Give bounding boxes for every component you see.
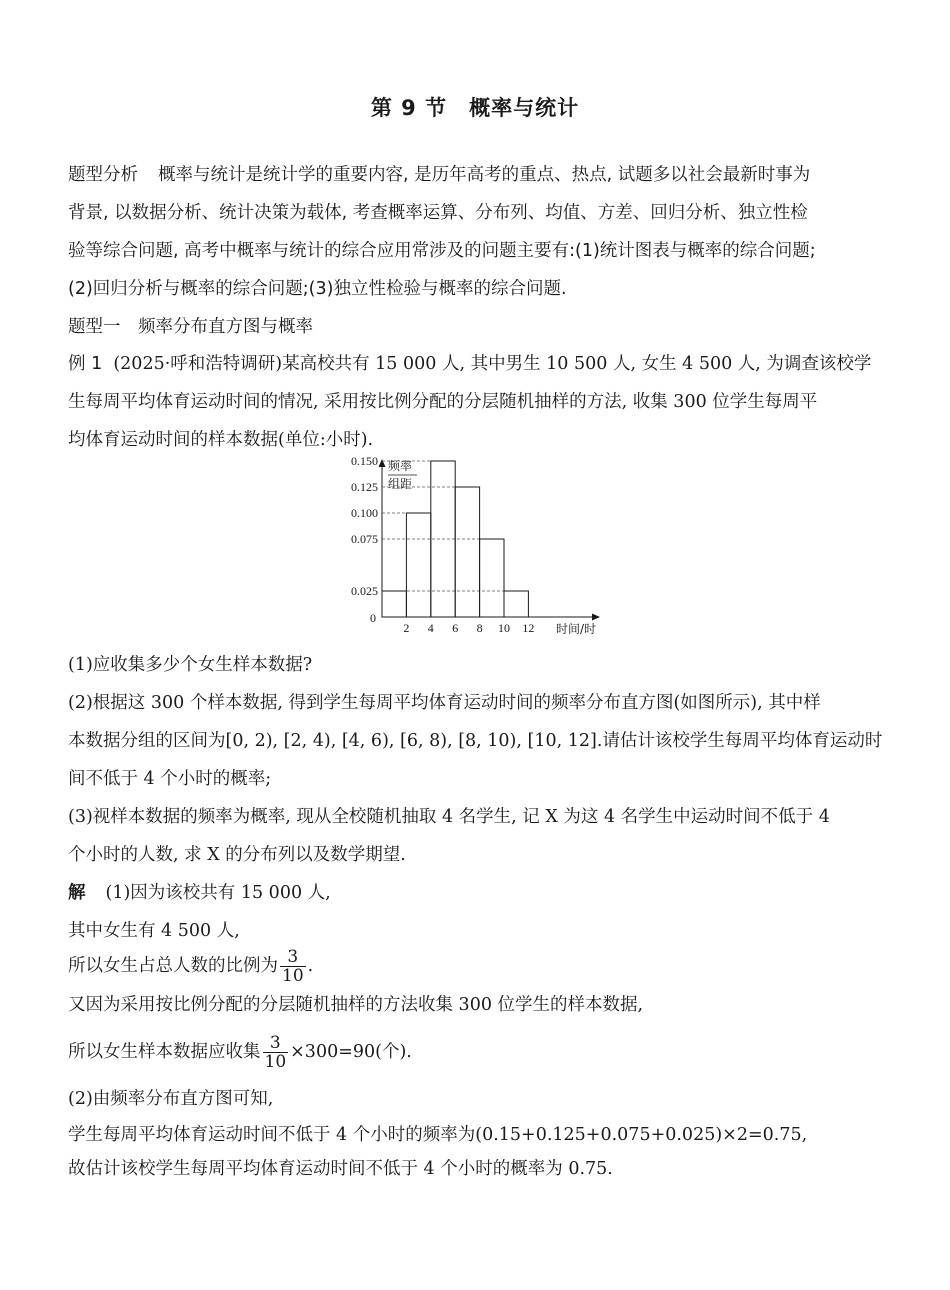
intro-line-2: 背景, 以数据分析、统计决策为载体, 考查概率运算、分布列、均值、方差、回归分析、独立性检 — [68, 203, 808, 223]
x-tick-label: 2 — [403, 621, 410, 635]
histogram-bar — [480, 539, 504, 617]
x-tick-label: 8 — [476, 621, 483, 635]
y-tick-label: 0.075 — [351, 532, 378, 546]
section-heading: 题型一 频率分布直方图与概率 — [68, 317, 313, 337]
histogram-bar — [406, 513, 430, 617]
histogram-bar — [455, 487, 479, 617]
fraction: $\frac{3}{10}$ — [264, 1033, 287, 1072]
origin-label: 0 — [370, 611, 376, 625]
y-tick-label: 0.150 — [351, 455, 378, 468]
y-tick-label: 0.100 — [351, 506, 378, 520]
x-tick-label: 10 — [498, 621, 510, 635]
y-axis-arrow — [379, 459, 386, 467]
fraction: $\frac{3}{10}$ — [282, 947, 304, 986]
x-axis-arrow — [592, 614, 600, 621]
example-line-2: 生每周平均体育运动时间的情况, 采用按比例分配的分层随机抽样的方法, 收集 300 位学生每周平 — [68, 392, 818, 412]
question-2-line-1: (2)根据这 300 个样本数据, 得到学生每周平均体育运动时间的频率分布直方图(如图所示), 其中样 — [68, 693, 821, 713]
intro-line-3: 验等综合问题, 高考中概率与统计的综合应用常涉及的问题主要有:(1)统计图表与概率的综合问题; — [68, 241, 816, 261]
solution-line-8: 故估计该校学生每周平均体育运动时间不低于 4 个小时的概率为 0.75. — [68, 1159, 613, 1179]
solution-line-3: 所以女生占总人数的比例为 $\frac{3}{10}$ . — [68, 947, 314, 986]
example-line-1: 例 1 (2025·呼和浩特调研)某高校共有 15 000 人, 其中男生 10 500 人, 女生 4 500 人, 为调查该校学 — [68, 354, 872, 374]
question-2-line-2: 本数据分组的区间为[0, 2), [2, 4), [4, 6), [6, 8), [8, 10), [10, 12].请估计该校学生每周平均体育运动时 — [68, 731, 883, 751]
y-tick-label: 0.125 — [351, 480, 378, 494]
x-axis-label: 时间/时 — [556, 622, 597, 636]
intro-line-1: 题型分析 概率与统计是统计学的重要内容, 是历年高考的重点、热点, 试题多以社会最新时事为 — [68, 165, 811, 185]
y-label-bottom: 组距 — [388, 477, 413, 491]
histogram-bar — [382, 591, 406, 617]
question-1: (1)应收集多少个女生样本数据? — [68, 655, 313, 675]
solution-line-1: 解 (1)因为该校共有 15 000 人, — [68, 883, 331, 903]
question-2-line-3: 间不低于 4 个小时的概率; — [68, 769, 272, 789]
question-3-line-2: 个小时的人数, 求 X 的分布列以及数学期望. — [68, 845, 406, 865]
example-line-3: 均体育运动时间的样本数据(单位:小时). — [68, 430, 374, 450]
solution-line-2: 其中女生有 4 500 人, — [68, 921, 240, 941]
x-tick-label: 12 — [522, 621, 535, 635]
intro-label: 题型分析 — [68, 165, 138, 185]
solution-line-5: 所以女生样本数据应收集 $\frac{3}{10}$ ×300=90(个). — [68, 1033, 412, 1072]
page-title: 第 9 节 概率与统计 — [370, 96, 580, 120]
x-tick-label: 6 — [452, 621, 459, 635]
intro-line-4: (2)回归分析与概率的综合问题;(3)独立性检验与概率的综合问题. — [68, 279, 567, 299]
question-3-line-1: (3)视样本数据的频率为概率, 现从全校随机抽取 4 名学生, 记 X 为这 4 名学生中运动时间不低于 4 — [68, 807, 830, 827]
y-tick-label: 0.025 — [351, 584, 378, 598]
y-label-top: 频率 — [388, 459, 413, 473]
frequency-histogram — [330, 455, 620, 640]
solution-line-6: (2)由频率分布直方图可知, — [68, 1089, 274, 1109]
histogram-bar — [504, 591, 528, 617]
solution-line-4: 又因为采用按比例分配的分层随机抽样的方法收集 300 位学生的样本数据, — [68, 995, 644, 1015]
example-label: 例 1 — [68, 354, 103, 374]
x-tick-label: 4 — [427, 621, 434, 635]
solution-label: 解 — [68, 883, 86, 903]
solution-line-7: 学生每周平均体育运动时间不低于 4 个小时的频率为(0.15+0.125+0.075+0.025)×2=0.75, — [68, 1125, 808, 1145]
